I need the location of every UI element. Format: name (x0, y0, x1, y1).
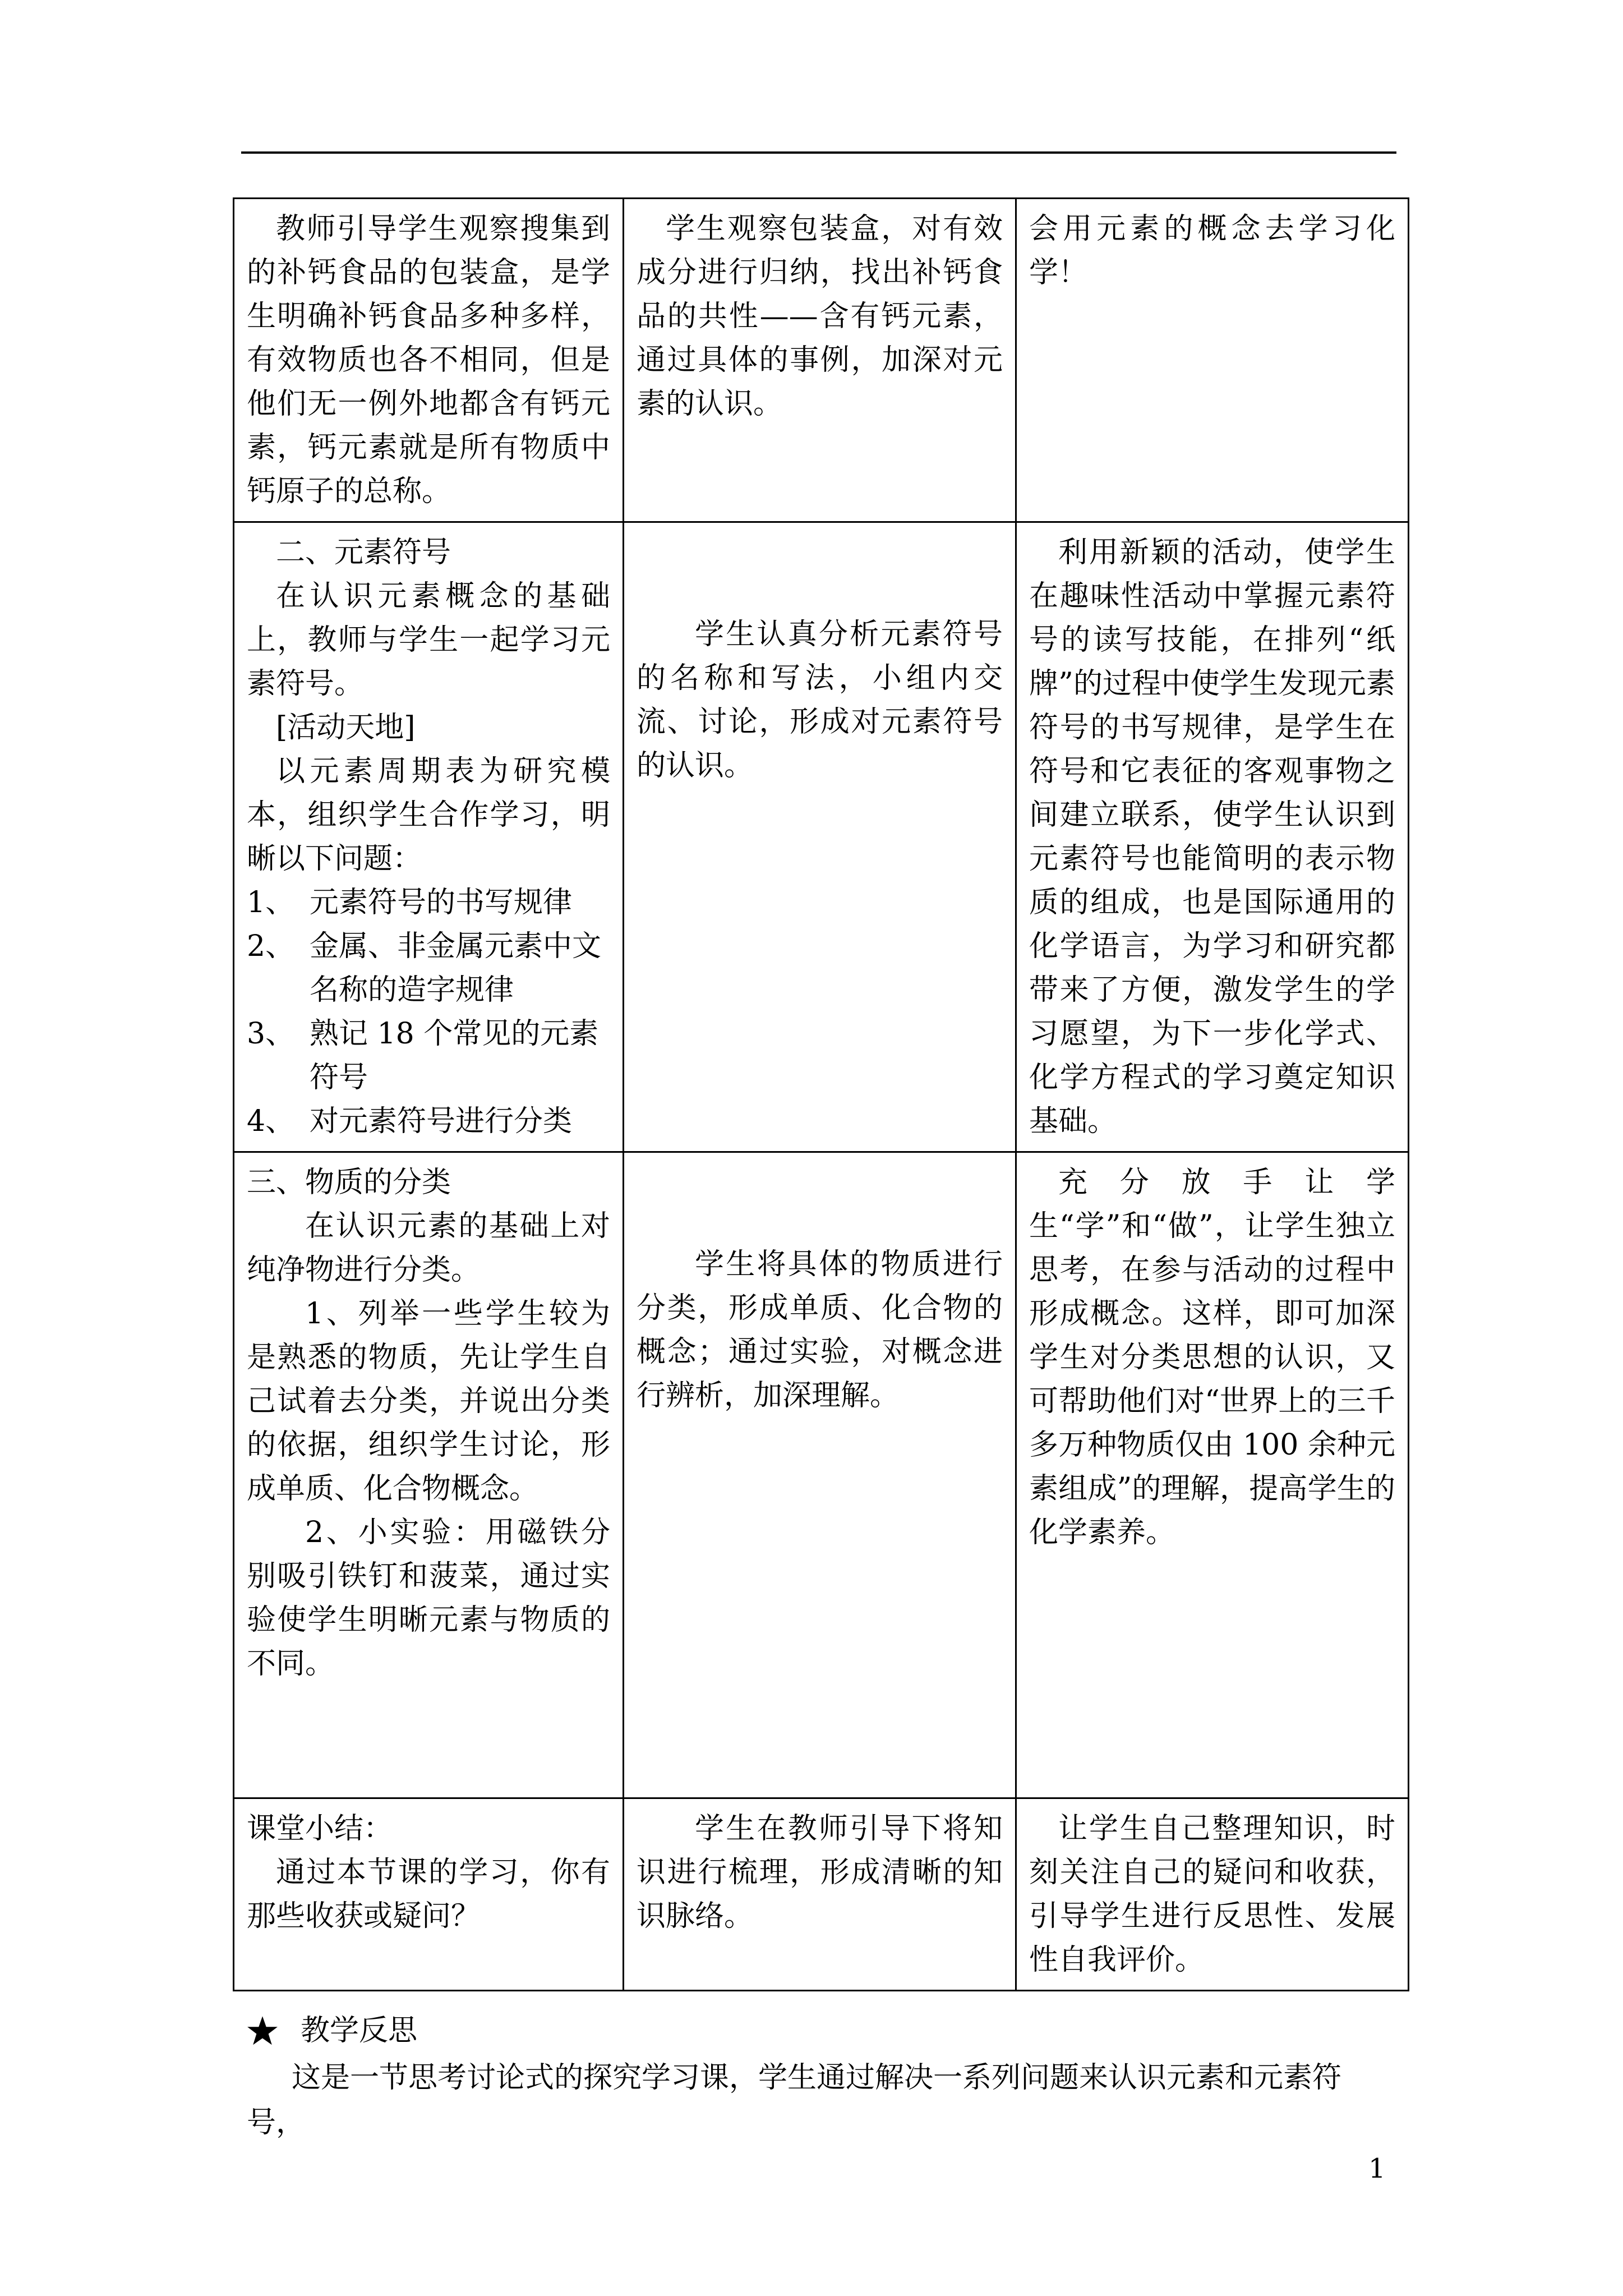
design-intent-cell (1016, 1152, 1409, 1798)
design-intent-cell (1016, 1798, 1409, 1991)
student-activity-cell (624, 199, 1016, 522)
teacher-activity-cell (234, 1152, 624, 1798)
list-text: 熟记 18 个常见的元素符号 (310, 1017, 599, 1094)
cell-paragraph: 在认识元素概念的基础上，教师与学生一起学习元素符号。 (247, 579, 610, 701)
list-number: 2、 (247, 930, 295, 963)
table-row (234, 522, 1409, 1152)
cell-paragraph: 在认识元素的基础上对纯净物进行分类。 (247, 1209, 610, 1287)
cell-paragraph: 通过本节课的学习，你有那些收获或疑问？ (247, 1856, 610, 1933)
header-rule (241, 151, 1396, 154)
list-text: 金属、非金属元素中文名称的造字规律 (310, 930, 602, 1007)
list-number: 1、 (247, 886, 295, 919)
list-text: 元素符号的书写规律 (310, 886, 573, 919)
cell-paragraph: 以元素周期表为研究模本，组织学生合作学习，明晰以下问题： (247, 754, 610, 876)
student-activity-cell (624, 1152, 1016, 1798)
cell-paragraph: 学生观察包装盒，对有效成分进行归纳，找出补钙食品的共性——含有钙元素，通过具体的事例，加深对元素的认识。 (637, 212, 1003, 421)
list-item (247, 881, 610, 924)
student-activity-cell (624, 1798, 1016, 1991)
cell-paragraph: 利用新颖的活动，使学生在趣味性活动中掌握元素符号的读写技能，在排列“纸牌”的过程中使学生发现元素符号的书写规律，是学生在符号和它表征的客观事物之间建立联系，使学生认识到元素符号也能简明的表示物质的组成，也是国际通用的化学语言，为学习和研究都带来了方便，激发学生的学习愿望，为下一步化学式、化学方程式的学习奠定知识基础。 (1029, 536, 1395, 1138)
list-number: 3、 (247, 1017, 295, 1051)
section-heading: 二、元素符号 (276, 536, 451, 569)
student-activity-cell (624, 522, 1016, 1152)
cell-paragraph: 充分放手让学生“学”和“做”，让学生独立思考，在参与活动的过程中形成概念。这样，即可加深学生对分类思想的认识，又可帮助他们对“世界上的三千多万种物质仅由 100 余种元素组成”的理解，提高学生的化学素养。 (1029, 1166, 1395, 1549)
cell-paragraph: 学生将具体的物质进行分类，形成单质、化合物的概念；通过实验，对概念进行辨析，加深理解。 (637, 1248, 1003, 1412)
star-icon (247, 2015, 278, 2046)
design-intent-cell (1016, 522, 1409, 1152)
list-item (247, 924, 610, 1012)
table-row (234, 199, 1409, 522)
section-heading: 课堂小结： (247, 1812, 393, 1846)
reflection-body: 这是一节思考讨论式的探究学习课，学生通过解决一系列问题来认识元素和元素符号， (247, 2061, 1342, 2139)
list-item (247, 1099, 610, 1143)
table-row (234, 1152, 1409, 1798)
cell-paragraph: 学生认真分析元素符号的名称和写法，小组内交流、讨论，形成对元素符号的认识。 (637, 618, 1003, 783)
section-heading: 三、物质的分类 (247, 1166, 451, 1199)
list-text: 对元素符号进行分类 (310, 1105, 573, 1138)
list-item (247, 1012, 610, 1099)
reflection-heading (247, 2008, 1396, 2053)
teacher-activity-cell (234, 199, 624, 522)
lesson-plan-table (233, 197, 1409, 1991)
activity-label: [活动天地] (276, 711, 416, 744)
reflection-section (247, 2008, 1396, 2145)
cell-paragraph: 会用元素的概念去学习化学！ (1029, 212, 1395, 289)
cell-paragraph: 教师引导学生观察搜集到的补钙食品的包装盒，是学生明确补钙食品多种多样，有效物质也各不相同，但是他们无一例外地都含有钙元素，钙元素就是所有物质中钙原子的总称。 (247, 212, 610, 508)
table-row (234, 1798, 1409, 1991)
cell-paragraph: 学生在教师引导下将知识进行梳理，形成清晰的知识脉络。 (637, 1812, 1003, 1933)
teacher-activity-cell (234, 522, 624, 1152)
design-intent-cell (1016, 199, 1409, 522)
cell-paragraph: 1、列举一些学生较为是熟悉的物质，先让学生自己试着去分类，并说出分类的依据，组织学生讨论，形成单质、化合物概念。 (247, 1297, 610, 1506)
page-number: 1 (1368, 2153, 1386, 2184)
cell-paragraph: 2、小实验：用磁铁分别吸引铁钉和菠菜，通过实验使学生明晰元素与物质的不同。 (247, 1516, 610, 1681)
cell-paragraph: 让学生自己整理知识，时刻关注自己的疑问和收获，引导学生进行反思性、发展性自我评价。 (1029, 1812, 1395, 1977)
reflection-title: 教学反思 (301, 2014, 418, 2047)
numbered-list (247, 881, 610, 1143)
teacher-activity-cell (234, 1798, 624, 1991)
list-number: 4、 (247, 1105, 295, 1138)
